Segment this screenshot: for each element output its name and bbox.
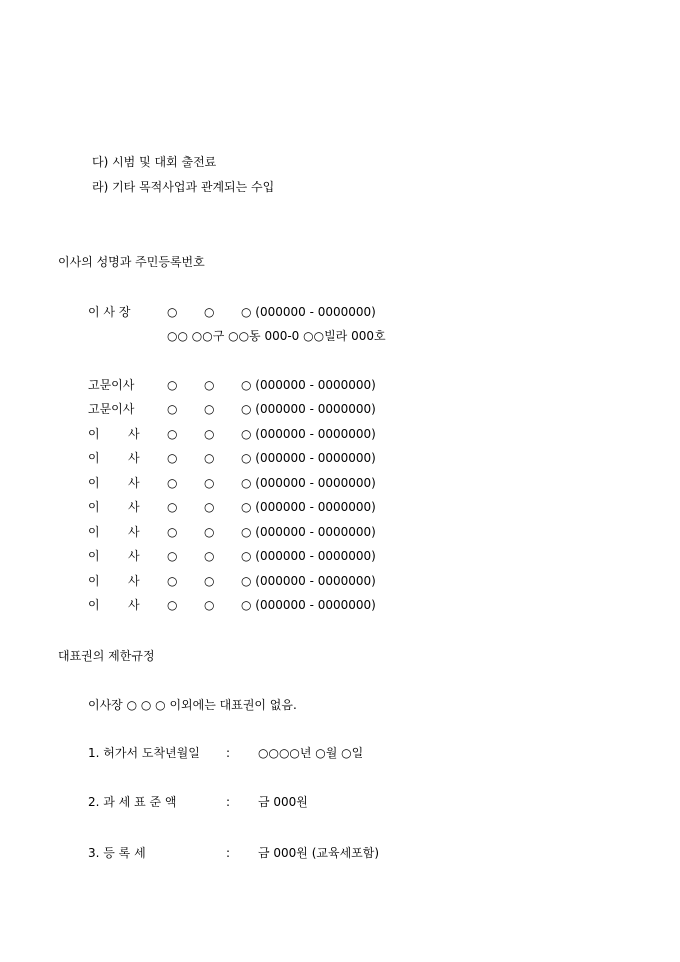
director-title: 고문이사 <box>88 402 135 416</box>
name-char: ○ <box>167 305 178 319</box>
director-title: 고문이사 <box>88 378 135 392</box>
director-row <box>0 522 680 542</box>
name-char: ○ <box>204 598 215 612</box>
director-row <box>0 424 680 444</box>
name-char: ○ <box>167 476 178 490</box>
name-char: ○ <box>204 378 215 392</box>
director-title-suffix: 사 <box>128 598 140 612</box>
item-label: 1. 허가서 도착년월일 <box>88 746 200 760</box>
director-title-suffix: 사 <box>128 500 140 514</box>
director-title-suffix: 사 <box>128 574 140 588</box>
name-and-id: ○ (000000 - 0000000) <box>241 598 376 612</box>
director-row <box>0 546 680 566</box>
director-row <box>0 497 680 517</box>
director-title-suffix: 사 <box>128 525 140 539</box>
purpose-item: 다) 시범 및 대회 출전료 <box>92 155 217 169</box>
name-and-id: ○ (000000 - 0000000) <box>241 574 376 588</box>
representation-heading: 대표권의 제한규정 <box>58 649 155 663</box>
representation-text: 이사장 ○ ○ ○ 이외에는 대표권이 없음. <box>88 698 297 712</box>
name-char: ○ <box>167 549 178 563</box>
item-value: 금 000원 <box>258 795 308 809</box>
purpose-item: 라) 기타 목적사업과 관계되는 수입 <box>92 180 275 194</box>
name-and-id: ○ (000000 - 0000000) <box>241 451 376 465</box>
directors-heading: 이사의 성명과 주민등록번호 <box>58 255 205 269</box>
name-char: ○ <box>167 574 178 588</box>
director-row <box>0 448 680 468</box>
director-title-suffix: 사 <box>128 451 140 465</box>
director-row <box>0 571 680 591</box>
item-label: 2. 과 세 표 준 액 <box>88 795 177 809</box>
director-row <box>0 375 680 395</box>
director-title: 이 <box>88 451 100 465</box>
chairman-title: 이 사 장 <box>88 305 131 319</box>
item-value: ○○○○년 ○월 ○일 <box>258 746 364 760</box>
name-char: ○ <box>204 525 215 539</box>
name-char: ○ <box>167 525 178 539</box>
name-and-id: ○ (000000 - 0000000) <box>241 525 376 539</box>
item-value: 금 000원 (교육세포함) <box>258 846 380 860</box>
name-char: ○ <box>204 500 215 514</box>
name-char: ○ <box>204 549 215 563</box>
chairman-row <box>0 302 680 322</box>
name-char: ○ <box>204 476 215 490</box>
chairman-address-row <box>0 326 680 346</box>
item-colon: : <box>226 846 231 860</box>
numbered-item <box>0 792 680 812</box>
name-char: ○ <box>204 402 215 416</box>
director-row <box>0 473 680 493</box>
name-char: ○ <box>167 378 178 392</box>
director-row <box>0 595 680 615</box>
numbered-item <box>0 743 680 763</box>
director-title: 이 <box>88 574 100 588</box>
director-title: 이 <box>88 549 100 563</box>
chairman-address: ○○ ○○구 ○○동 000-0 ○○빌라 000호 <box>167 329 386 343</box>
director-title: 이 <box>88 598 100 612</box>
item-colon: : <box>226 746 231 760</box>
director-title-suffix: 사 <box>128 549 140 563</box>
item-label: 3. 등 록 세 <box>88 846 146 860</box>
name-char: ○ <box>204 574 215 588</box>
director-title: 이 <box>88 427 100 441</box>
name-char: ○ <box>204 451 215 465</box>
name-char: ○ <box>167 500 178 514</box>
name-char: ○ <box>204 427 215 441</box>
director-title: 이 <box>88 500 100 514</box>
name-and-id: ○ (000000 - 0000000) <box>241 378 376 392</box>
name-and-id: ○ (000000 - 0000000) <box>241 427 376 441</box>
name-and-id: ○ (000000 - 0000000) <box>241 402 376 416</box>
name-and-id: ○ (000000 - 0000000) <box>241 476 376 490</box>
name-and-id: ○ (000000 - 0000000) <box>241 549 376 563</box>
director-title: 이 <box>88 476 100 490</box>
director-title-suffix: 사 <box>128 476 140 490</box>
name-char: ○ <box>167 451 178 465</box>
name-char: ○ <box>167 427 178 441</box>
name-and-id: ○ (000000 - 0000000) <box>241 500 376 514</box>
name-and-id: ○ (000000 - 0000000) <box>241 305 376 319</box>
item-colon: : <box>226 795 231 809</box>
numbered-item <box>0 843 680 863</box>
director-row <box>0 399 680 419</box>
name-char: ○ <box>204 305 215 319</box>
name-char: ○ <box>167 598 178 612</box>
director-title-suffix: 사 <box>128 427 140 441</box>
name-char: ○ <box>167 402 178 416</box>
director-title: 이 <box>88 525 100 539</box>
